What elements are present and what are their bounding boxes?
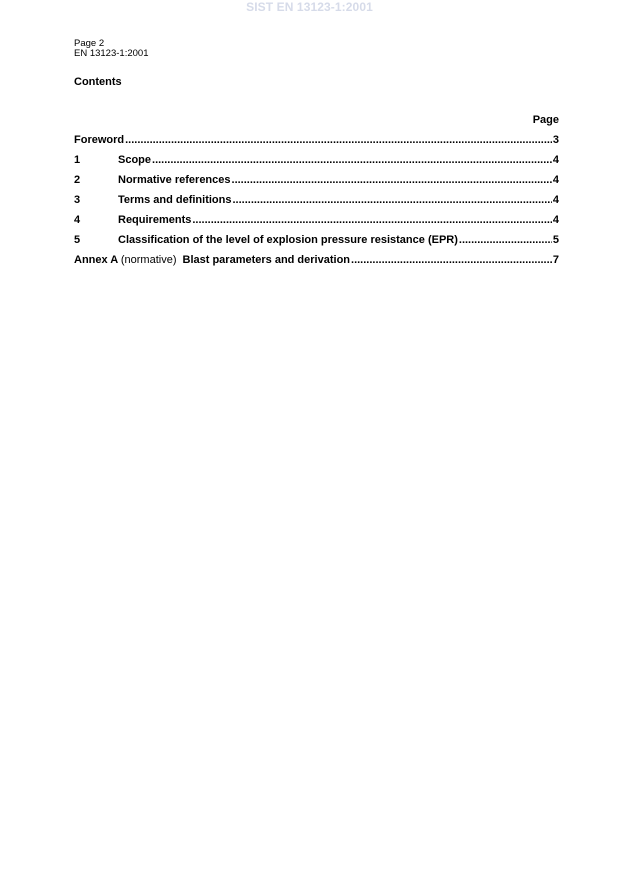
toc-entry-page: 3: [552, 134, 559, 146]
toc-entry-title: Normative references: [118, 174, 231, 186]
dot-leader: [232, 174, 552, 187]
toc-entry-number: 1: [74, 154, 81, 166]
dot-leader: [192, 214, 552, 227]
toc-entry-foreword[interactable]: [74, 134, 559, 154]
toc-entry-classification[interactable]: [74, 234, 559, 254]
toc-entry-number: 3: [74, 194, 81, 206]
toc-entry-annex-a[interactable]: [74, 254, 559, 274]
toc-entry-normative-references[interactable]: [74, 174, 559, 194]
page-number: Page 2: [74, 38, 105, 49]
annex-qualifier: (normative): [120, 254, 177, 266]
toc-entry-page: 4: [552, 194, 559, 206]
table-of-contents: [74, 134, 559, 274]
toc-entry-title: Classification of the level of explosion pressure resistance (EPR): [118, 234, 458, 246]
toc-entry-page: 4: [552, 154, 559, 166]
toc-entry-number: 5: [74, 234, 81, 246]
watermark: SIST EN 13123-1:2001: [246, 0, 373, 14]
toc-entry-terms-and-definitions[interactable]: [74, 194, 559, 214]
annex-heading: [74, 254, 350, 267]
toc-entry-title: Requirements: [118, 214, 192, 226]
toc-entry-page: 5: [552, 234, 559, 246]
dot-leader: [351, 254, 552, 267]
dot-leader: [152, 154, 552, 167]
toc-entry-number: 4: [74, 214, 81, 226]
dot-leader: [459, 234, 552, 247]
toc-entry-number: 2: [74, 174, 81, 186]
toc-entry-page: 4: [552, 174, 559, 186]
toc-entry-requirements[interactable]: [74, 214, 559, 234]
annex-title: Blast parameters and derivation: [182, 254, 351, 266]
dot-leader: [232, 194, 551, 207]
page-column-label: Page: [532, 114, 559, 126]
page-header: [74, 39, 148, 59]
annex-label: Annex A: [74, 254, 118, 266]
dot-leader: [125, 134, 552, 147]
standard-id: EN 13123-1:2001: [74, 48, 149, 59]
toc-entry-title: Terms and definitions: [118, 194, 232, 206]
toc-entry-page: 7: [552, 254, 559, 266]
toc-entry-title: Scope: [118, 154, 152, 166]
contents-heading: Contents: [74, 76, 122, 88]
toc-entry-scope[interactable]: [74, 154, 559, 174]
toc-entry-title: Foreword: [74, 134, 125, 146]
toc-entry-page: 4: [552, 214, 559, 226]
